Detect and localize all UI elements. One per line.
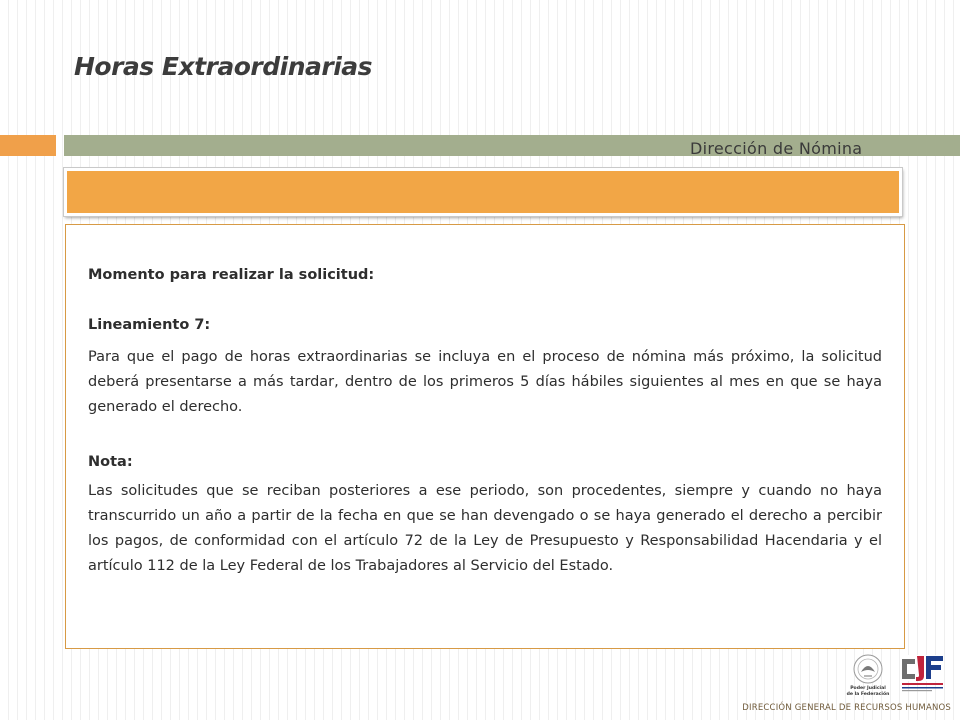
moment-heading: Momento para realizar la solicitud:: [88, 267, 375, 283]
guideline-text: Para que el pago de horas extraordinarias se incluya en el proceso de nómina más próximo, la solicitud deberá presentarse a más tardar, dentro de los primeros 5 días hábiles siguientes al mes en que se haya generado el derecho.: [88, 349, 882, 415]
guideline-heading: Lineamiento 7:: [88, 317, 211, 333]
institution-logos: [842, 652, 952, 702]
orange-banner: [64, 168, 902, 216]
page-title: Horas Extraordinarias: [74, 52, 373, 81]
note-heading: Nota:: [88, 454, 133, 470]
accent-square: [0, 135, 56, 156]
note-text: Las solicitudes que se reciban posteriores a ese periodo, son procedentes, siempre y cuando no haya transcurrido un año a partir de la fecha en que se han devengado o se haya generado el derecho a percibir los pagos, de conformidad con el artículo 72 de la Ley de Presupuesto y Responsabilidad Hacendaria y el artículo 112 de la Ley Federal de los Trabajadores al Servicio del Estado.: [88, 483, 882, 574]
svg-text:Poder Judicial: Poder Judicial: [850, 686, 886, 691]
section-subtitle: Dirección de Nómina: [690, 139, 863, 158]
seal-icon: [854, 655, 882, 683]
content-box: [65, 224, 905, 649]
footer-text: DIRECCIÓN GENERAL DE RECURSOS HUMANOS: [742, 703, 951, 713]
svg-text:de la Federación: de la Federación: [846, 692, 890, 697]
logo-area: [842, 652, 952, 702]
cjf-logo-icon: [900, 655, 944, 691]
